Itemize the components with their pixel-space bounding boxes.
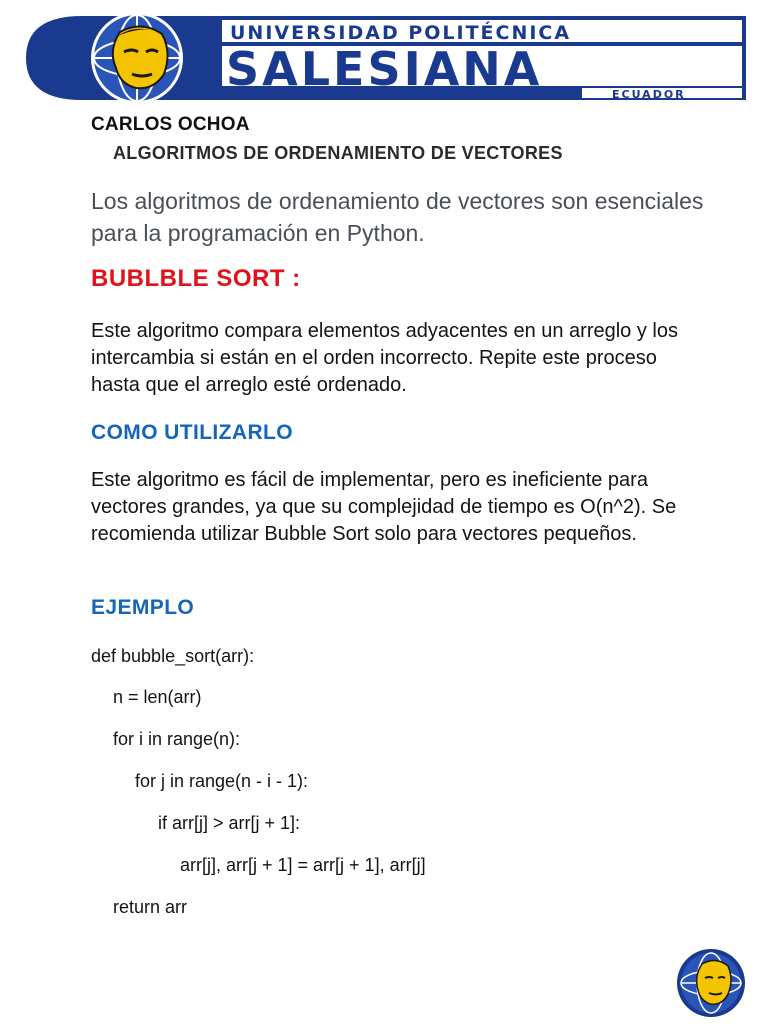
university-line1: UNIVERSIDAD POLITÉCNICA — [230, 22, 572, 44]
intro-paragraph: Los algoritmos de ordenamiento de vectores son esenciales para la programación en Python. — [91, 188, 704, 246]
code-line: def bubble_sort(arr): — [91, 646, 255, 666]
bubble-sort-description: Este algoritmo compara elementos adyacentes en un arreglo y los intercambia si están en el orden incorrecto. Repite este proceso hasta que el arreglo esté ordenado. — [91, 320, 678, 396]
example-heading: EJEMPLO — [91, 596, 195, 619]
code-line: if arr[j] > arr[j + 1]: — [158, 813, 301, 833]
bubble-sort-heading: BUBLBLE SORT : — [91, 265, 301, 292]
usage-description: Este algoritmo es fácil de implementar, pero es ineficiente para vectores grandes, ya que su complejidad de tiempo es O(n^2). Se recomienda utilizar Bubble Sort solo para vectores pequeños. — [91, 469, 677, 545]
university-seal-icon — [676, 948, 746, 1018]
code-line: arr[j], arr[j + 1] = arr[j + 1], arr[j] — [180, 855, 426, 875]
author-name: CARLOS OCHOA — [91, 114, 250, 135]
university-country: ECUADOR — [612, 88, 686, 101]
code-line: n = len(arr) — [113, 687, 202, 707]
code-line: for j in range(n - i - 1): — [135, 771, 309, 791]
code-line: for i in range(n): — [113, 729, 241, 749]
document-title: ALGORITMOS DE ORDENAMIENTO DE VECTORES — [113, 143, 563, 163]
university-logo — [22, 8, 746, 108]
code-line: return arr — [113, 897, 188, 917]
usage-heading: COMO UTILIZARLO — [91, 421, 293, 444]
university-name: SALESIANA — [226, 42, 543, 96]
university-banner — [22, 8, 746, 108]
globe-emblem-icon — [91, 12, 183, 104]
